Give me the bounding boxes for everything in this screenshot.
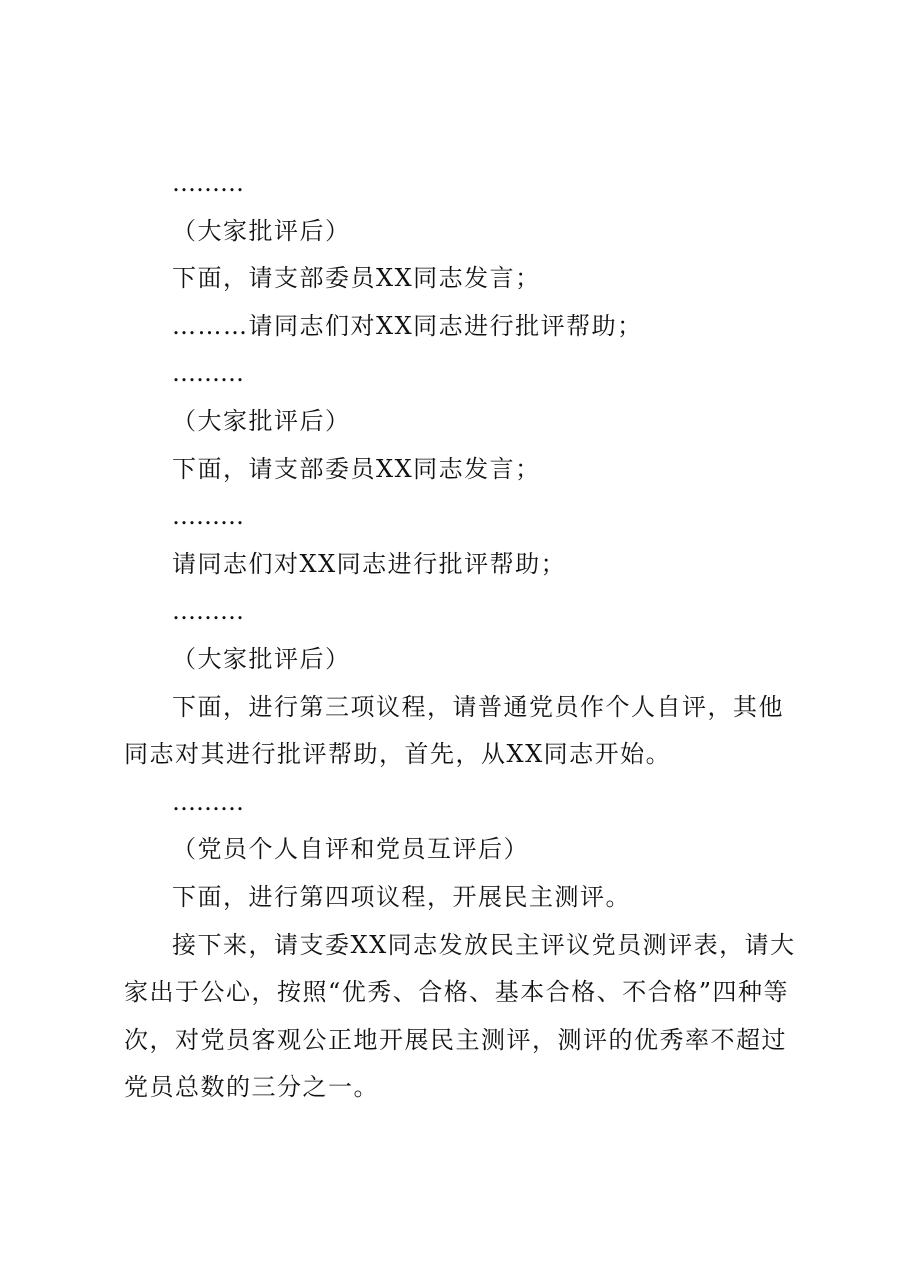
- stage-note: （大家批评后）: [172, 644, 351, 673]
- document-body: [124, 160, 796, 1112]
- ellipsis-line: ………: [172, 169, 244, 197]
- criticism-instruction: ………请同志们对XX同志进行批评帮助；: [172, 311, 643, 340]
- agenda-item-three: 下面，进行第三项议程，请普通党员作个人自评，其他同志对其进行批评帮助，首先，从XX同志开始。: [124, 692, 784, 769]
- criticism-instruction: 请同志们对XX同志进行批评帮助；: [172, 549, 567, 578]
- speech-instruction: 下面，请支部委员XX同志发言；: [172, 454, 541, 483]
- ellipsis-line: ………: [172, 502, 244, 531]
- ellipsis-line: ………: [172, 597, 244, 626]
- ellipsis-line: ………: [172, 359, 244, 388]
- evaluation-instruction: 接下来，请支委XX同志发放民主评议党员测评表，请大家出于公心，按照“优秀、合格、基本合格、不合格”四种等次，对党员客观公正地开展民主测评，测评的优秀率不超过党员总数的三分之一。: [124, 930, 796, 1102]
- agenda-item-four: 下面，进行第四项议程，开展民主测评。: [172, 882, 631, 911]
- stage-note: （大家批评后）: [172, 216, 351, 245]
- ellipsis-line: ………: [172, 787, 244, 816]
- stage-note: （大家批评后）: [172, 406, 351, 435]
- speech-instruction: 下面，请支部委员XX同志发言；: [172, 264, 541, 293]
- stage-note: （党员个人自评和党员互评后）: [172, 835, 529, 864]
